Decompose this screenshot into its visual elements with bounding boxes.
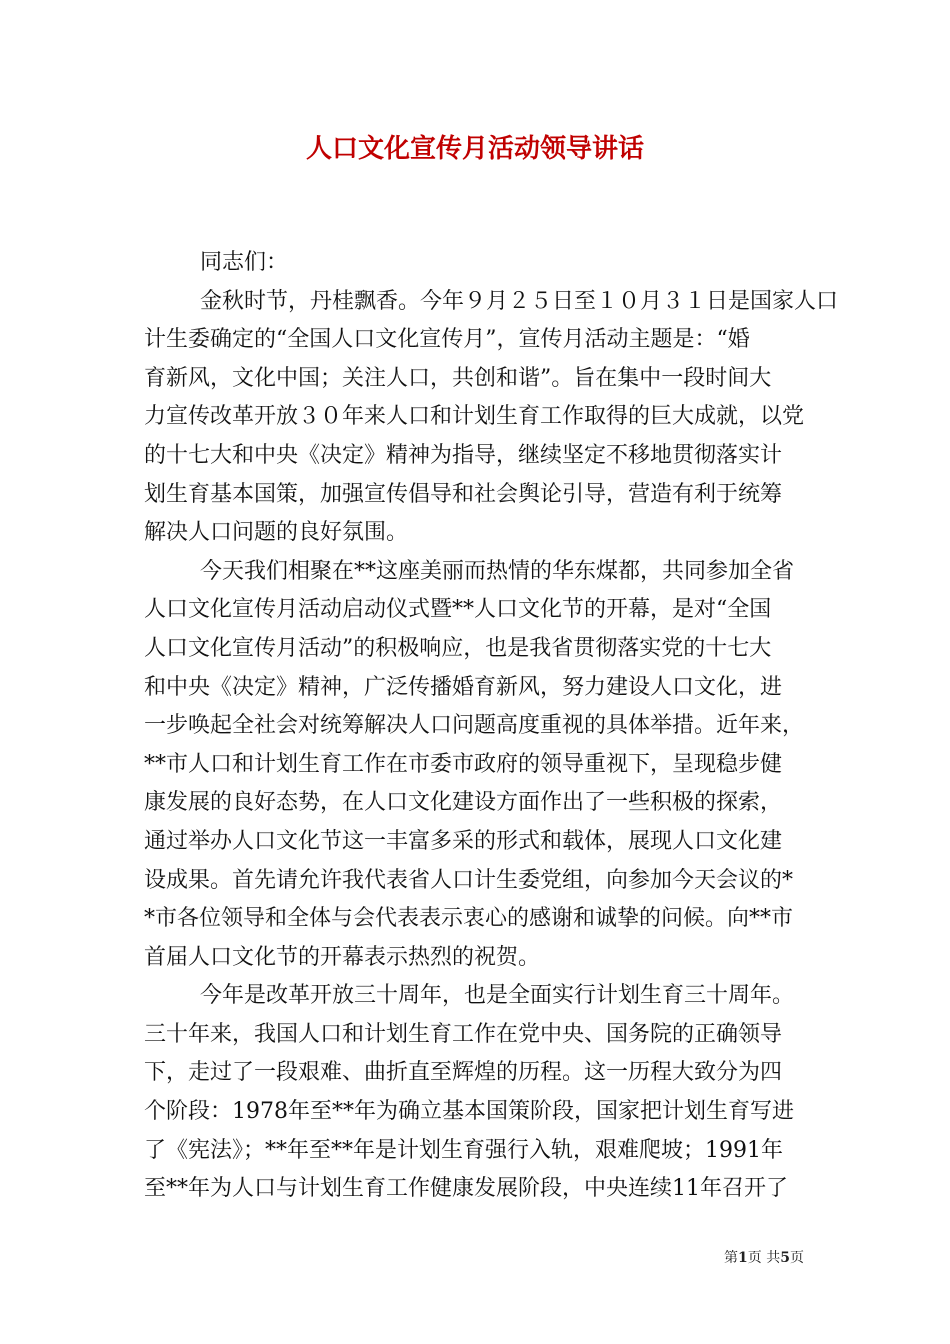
text-line: 了《宪法》；**年至**年是计划生育强行入轨，艰难爬坡；1991年 — [144, 1137, 783, 1163]
text-line: 个阶段：1978年至**年为确立基本国策阶段，国家把计划生育写进 — [144, 1099, 794, 1125]
current-page-number: 1 — [738, 1250, 748, 1266]
text-line: 今天我们相聚在**这座美丽而热情的华东煤都，共同参加全省 — [200, 558, 795, 584]
text-line: 至**年为人口与计划生育工作健康发展阶段，中央连续11年召开了 — [144, 1176, 788, 1202]
text-line: 和中央《决定》精神，广泛传播婚育新风，努力建设人口文化，进 — [144, 674, 783, 700]
footer-middle: 页 共 — [747, 1250, 781, 1266]
text-line: 解决人口问题的良好氛围。 — [144, 520, 409, 546]
text-line: 通过举办人口文化节这一丰富多采的形式和载体，展现人口文化建 — [144, 828, 783, 854]
total-pages-number: 5 — [780, 1250, 790, 1266]
text-line: *市各位领导和全体与会代表表示衷心的感谢和诚挚的问候。向**市 — [144, 906, 794, 932]
text-line: 今年是改革开放三十周年，也是全面实行计划生育三十周年。 — [200, 983, 795, 1009]
text-line: 金秋时节，丹桂飘香。今年９月２５日至１０月３１日是国家人口 — [200, 288, 839, 314]
text-line: 设成果。首先请允许我代表省人口计生委党组，向参加今天会议的* — [144, 867, 794, 893]
document-title: 人口文化宣传月活动领导讲话 — [305, 134, 644, 164]
footer-prefix: 第 — [724, 1250, 739, 1266]
text-line: 划生育基本国策，加强宣传倡导和社会舆论引导，营造有利于统筹 — [144, 481, 783, 507]
text-line: 的十七大和中央《决定》精神为指导，继续坚定不移地贯彻落实计 — [144, 442, 783, 468]
page-footer — [724, 1247, 804, 1267]
text-line: 育新风，文化中国；关注人口，共创和谐”。旨在集中一段时间大 — [144, 365, 772, 391]
text-line: 同志们： — [200, 250, 289, 275]
text-line: 下，走过了一段艰难、曲折直至辉煌的历程。这一历程大致分为四 — [144, 1060, 783, 1086]
text-line: 三十年来，我国人口和计划生育工作在党中央、国务院的正确领导 — [144, 1021, 783, 1047]
text-line: 一步唤起全社会对统筹解决人口问题高度重视的具体举措。近年来， — [144, 713, 805, 739]
footer-suffix: 页 — [790, 1250, 804, 1266]
text-line: 计生委确定的“全国人口文化宣传月”，宣传月活动主题是：“婚 — [144, 327, 750, 353]
text-line: 人口文化宣传月活动”的积极响应，也是我省贯彻落实党的十七大 — [144, 635, 772, 661]
text-line: **市人口和计划生育工作在市委市政府的领导重视下，呈现稳步健 — [144, 751, 783, 777]
text-line: 力宣传改革开放３０年来人口和计划生育工作取得的巨大成就，以党 — [144, 404, 805, 430]
text-line: 康发展的良好态势，在人口文化建设方面作出了一些积极的探索， — [144, 790, 783, 816]
document-body — [144, 244, 839, 1209]
text-line: 人口文化宣传月活动启动仪式暨**人口文化节的开幕，是对“全国 — [144, 597, 772, 623]
text-line: 首届人口文化节的开幕表示热烈的祝贺。 — [144, 944, 541, 970]
